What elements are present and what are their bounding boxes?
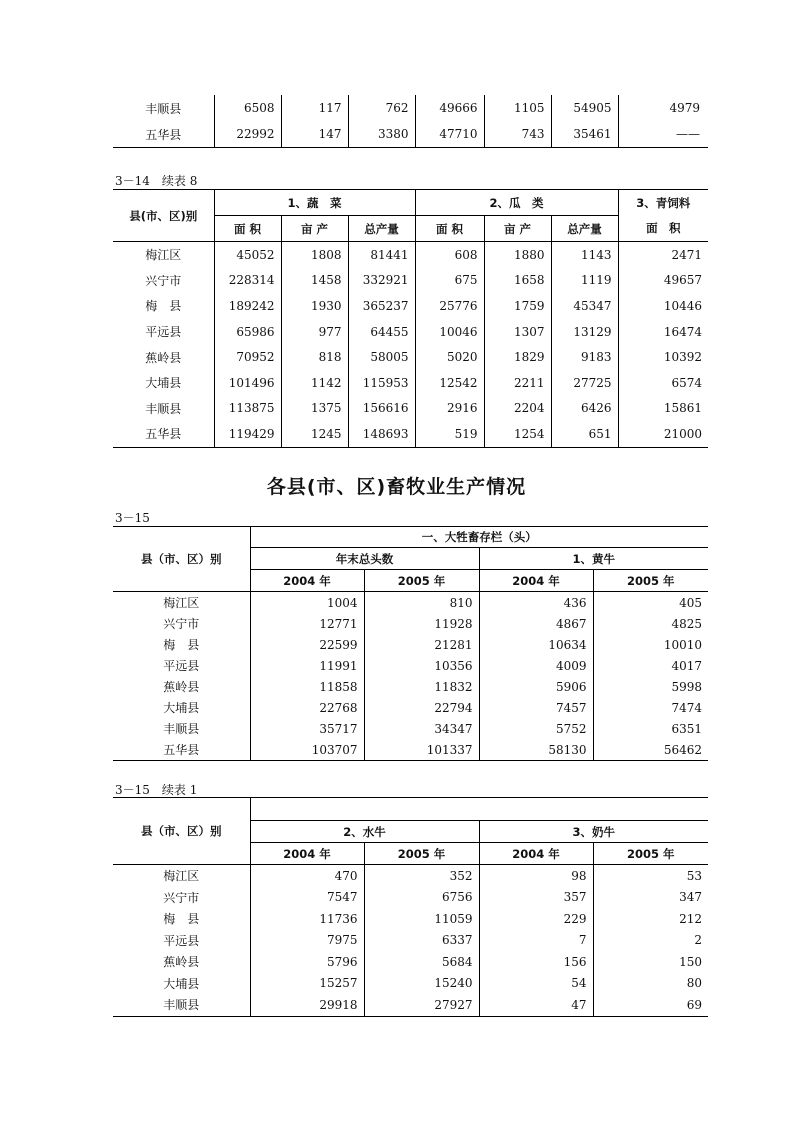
data-cell: 4017 <box>593 655 708 676</box>
row-label: 五华县 <box>113 739 250 761</box>
row-label: 蕉岭县 <box>163 955 200 970</box>
data-cell: 11858 <box>250 676 364 697</box>
data-cell: 7457 <box>479 697 593 718</box>
data-cell: 10010 <box>593 634 708 655</box>
row-label: 丰顺县 <box>145 101 182 116</box>
row-label: 梅江区 <box>145 248 182 263</box>
row-label: 梅 县 <box>163 638 200 652</box>
data-cell: 47710 <box>415 121 484 148</box>
row-label: 梅 县 <box>145 299 182 314</box>
data-cell: 45052 <box>214 242 281 268</box>
data-cell: 56462 <box>593 739 708 761</box>
table-row <box>113 718 708 739</box>
data-cell: 80 <box>593 973 708 995</box>
year-2005: 2005 年 <box>593 570 708 592</box>
subheader-total-head: 年末总头数 <box>250 548 479 570</box>
data-cell: —— <box>618 121 708 148</box>
data-cell: 81441 <box>348 242 415 268</box>
data-cell: 11059 <box>364 908 479 930</box>
group-header: 一、大牲畜存栏（头） <box>250 527 708 548</box>
data-cell: 357 <box>479 887 593 909</box>
data-cell: 69 <box>593 994 708 1016</box>
data-cell: 7474 <box>593 697 708 718</box>
data-cell: 13129 <box>551 319 618 345</box>
table-row <box>113 396 708 422</box>
data-cell: 119429 <box>214 421 281 447</box>
table-row <box>113 421 708 447</box>
data-cell: 7547 <box>250 887 364 909</box>
data-cell: 29918 <box>250 994 364 1016</box>
data-cell: 98 <box>479 865 593 887</box>
data-cell: 35717 <box>250 718 364 739</box>
data-cell: 1142 <box>281 370 348 396</box>
data-cell: 148693 <box>348 421 415 447</box>
data-cell: 5796 <box>250 951 364 973</box>
data-cell: 11991 <box>250 655 364 676</box>
row-label: 五华县 <box>113 421 214 447</box>
data-cell: 70952 <box>214 344 281 370</box>
top-table-body <box>113 95 708 148</box>
data-cell: 818 <box>281 344 348 370</box>
vegetable-table-body <box>113 242 708 448</box>
data-cell: 2204 <box>484 396 551 422</box>
row-label: 平远县 <box>163 933 200 948</box>
data-cell: 101337 <box>364 739 479 761</box>
cattle-table <box>113 797 708 1017</box>
table-row <box>113 613 708 634</box>
subheader-yellow-cattle: 1、黄牛 <box>479 548 708 570</box>
data-cell: 1930 <box>281 293 348 319</box>
data-cell: 1458 <box>281 268 348 294</box>
data-cell: 25776 <box>415 293 484 319</box>
data-cell: 27725 <box>551 370 618 396</box>
data-cell: 49657 <box>618 268 708 294</box>
data-cell: 22768 <box>250 697 364 718</box>
data-cell: 436 <box>479 592 593 614</box>
data-cell: 150 <box>593 951 708 973</box>
data-cell: 65986 <box>214 319 281 345</box>
data-cell: 22599 <box>250 634 364 655</box>
data-cell: 1004 <box>250 592 364 614</box>
data-cell: 1759 <box>484 293 551 319</box>
row-label: 五华县 <box>113 121 214 148</box>
table-row <box>113 634 708 655</box>
table-row <box>113 697 708 718</box>
data-cell: 229 <box>479 908 593 930</box>
data-cell: 2 <box>593 930 708 952</box>
data-cell: 15257 <box>250 973 364 995</box>
table-row <box>113 242 708 268</box>
data-cell: 3380 <box>348 121 415 148</box>
data-cell: 1829 <box>484 344 551 370</box>
data-cell: 2471 <box>618 242 708 268</box>
data-cell: 12542 <box>415 370 484 396</box>
data-cell: 352 <box>364 865 479 887</box>
blank-group-header <box>250 798 708 821</box>
data-cell: 53 <box>593 865 708 887</box>
data-cell: 35461 <box>551 121 618 148</box>
data-cell: 22992 <box>214 121 281 148</box>
data-cell: 10356 <box>364 655 479 676</box>
subheader-total: 总产量 <box>551 216 618 242</box>
data-cell: 675 <box>415 268 484 294</box>
table-row <box>113 951 708 973</box>
data-cell: 5906 <box>479 676 593 697</box>
data-cell: 58130 <box>479 739 593 761</box>
table-row <box>113 655 708 676</box>
data-cell: 810 <box>364 592 479 614</box>
stub-header: 县（市、区）别 <box>113 798 250 865</box>
data-cell: 117 <box>281 95 348 121</box>
data-cell: 45347 <box>551 293 618 319</box>
row-label: 平远县 <box>163 659 200 673</box>
year-2004: 2004 年 <box>250 570 364 592</box>
year-2005: 2005 年 <box>593 843 708 865</box>
table-row <box>113 344 708 370</box>
data-cell: 7 <box>479 930 593 952</box>
data-cell: 1375 <box>281 396 348 422</box>
data-cell: 762 <box>348 95 415 121</box>
data-cell: 6337 <box>364 930 479 952</box>
data-cell: 4009 <box>479 655 593 676</box>
table-row <box>113 268 708 294</box>
subheader-area: 面 积 <box>214 216 281 242</box>
data-cell: 113875 <box>214 396 281 422</box>
row-label: 兴宁市 <box>163 617 200 631</box>
subheader-total: 总产量 <box>348 216 415 242</box>
row-label: 蕉岭县 <box>163 680 200 694</box>
data-cell: 651 <box>551 421 618 447</box>
row-label: 平远县 <box>145 325 182 340</box>
row-label: 大埔县 <box>163 701 200 715</box>
data-cell: 5020 <box>415 344 484 370</box>
data-cell: 10446 <box>618 293 708 319</box>
year-2005: 2005 年 <box>364 843 479 865</box>
data-cell: 22794 <box>364 697 479 718</box>
data-cell: 49666 <box>415 95 484 121</box>
data-cell: 608 <box>415 242 484 268</box>
table-row <box>113 676 708 697</box>
row-label: 大埔县 <box>145 376 182 391</box>
data-cell: 1105 <box>484 95 551 121</box>
data-cell: 6351 <box>593 718 708 739</box>
data-cell: 54905 <box>551 95 618 121</box>
data-cell: 64455 <box>348 319 415 345</box>
data-cell: 10392 <box>618 344 708 370</box>
data-cell: 6574 <box>618 370 708 396</box>
data-cell: 405 <box>593 592 708 614</box>
data-cell: 1307 <box>484 319 551 345</box>
group-header-melons: 2、瓜 类 <box>415 190 618 216</box>
data-cell: 5752 <box>479 718 593 739</box>
data-cell: 11832 <box>364 676 479 697</box>
data-cell: 11736 <box>250 908 364 930</box>
table-row <box>113 121 708 148</box>
row-label: 丰顺县 <box>163 722 200 736</box>
data-cell: 5998 <box>593 676 708 697</box>
data-cell: 365237 <box>348 293 415 319</box>
data-cell: 470 <box>250 865 364 887</box>
data-cell: 156 <box>479 951 593 973</box>
livestock-table <box>113 526 708 761</box>
data-cell: 6426 <box>551 396 618 422</box>
data-cell: 347 <box>593 887 708 909</box>
table-row <box>113 865 708 887</box>
table-row <box>113 293 708 319</box>
stub-header: 县(市、区)别 <box>113 190 214 242</box>
data-cell: 5684 <box>364 951 479 973</box>
data-cell: 101496 <box>214 370 281 396</box>
row-label: 兴宁市 <box>145 273 182 288</box>
data-cell: 27927 <box>364 994 479 1016</box>
data-cell: 2916 <box>415 396 484 422</box>
data-cell: 16474 <box>618 319 708 345</box>
data-cell: 1143 <box>551 242 618 268</box>
data-cell: 212 <box>593 908 708 930</box>
row-label: 兴宁市 <box>163 890 200 905</box>
group-header-fodder: 3、青饲料 <box>618 190 708 216</box>
table-row <box>113 95 708 121</box>
data-cell: 1245 <box>281 421 348 447</box>
data-cell: 2211 <box>484 370 551 396</box>
subheader-area: 面 积 <box>415 216 484 242</box>
row-label: 蕉岭县 <box>145 350 182 365</box>
row-label: 丰顺县 <box>113 994 250 1016</box>
data-cell: 12771 <box>250 613 364 634</box>
table-row <box>113 994 708 1016</box>
data-cell: 15240 <box>364 973 479 995</box>
table-row <box>113 930 708 952</box>
row-label: 大埔县 <box>163 976 200 991</box>
subheader-yield: 亩 产 <box>281 216 348 242</box>
table-row <box>113 592 708 614</box>
data-cell: 11928 <box>364 613 479 634</box>
year-2004: 2004 年 <box>479 843 593 865</box>
data-cell: 103707 <box>250 739 364 761</box>
data-cell: 332921 <box>348 268 415 294</box>
data-cell: 15861 <box>618 396 708 422</box>
stub-header: 县（市、区）别 <box>113 527 250 592</box>
data-cell: 977 <box>281 319 348 345</box>
data-cell: 7975 <box>250 930 364 952</box>
table-caption: 3－15 续表 1 <box>115 783 198 797</box>
header-row <box>113 190 708 216</box>
data-cell: 1254 <box>484 421 551 447</box>
data-cell: 6756 <box>364 887 479 909</box>
row-label: 丰顺县 <box>145 401 182 416</box>
header-row <box>113 798 708 821</box>
table-row <box>113 887 708 909</box>
table-row <box>113 908 708 930</box>
data-cell: 4825 <box>593 613 708 634</box>
data-cell: 4867 <box>479 613 593 634</box>
year-2004: 2004 年 <box>479 570 593 592</box>
data-cell: 1808 <box>281 242 348 268</box>
data-cell: 9183 <box>551 344 618 370</box>
subheader-yield: 亩 产 <box>484 216 551 242</box>
table-caption: 3－15 <box>115 511 150 525</box>
data-cell: 58005 <box>348 344 415 370</box>
table-caption: 3－14 续表 8 <box>115 174 198 188</box>
livestock-table-body <box>113 592 708 761</box>
row-label: 梅 县 <box>163 912 200 927</box>
data-cell: 21000 <box>618 421 708 447</box>
top-table <box>113 95 708 148</box>
data-cell: 54 <box>479 973 593 995</box>
group-header-vegetables: 1、蔬 菜 <box>214 190 415 216</box>
table-row <box>113 739 708 761</box>
year-2005: 2005 年 <box>364 570 479 592</box>
data-cell: 10634 <box>479 634 593 655</box>
data-cell: 10046 <box>415 319 484 345</box>
row-label: 梅江区 <box>163 869 200 884</box>
data-cell: 6508 <box>214 95 281 121</box>
subheader-area: 面 积 <box>618 216 708 242</box>
data-cell: 743 <box>484 121 551 148</box>
data-cell: 189242 <box>214 293 281 319</box>
table-row <box>113 319 708 345</box>
data-cell: 47 <box>479 994 593 1016</box>
table-row <box>113 370 708 396</box>
data-cell: 147 <box>281 121 348 148</box>
data-cell: 156616 <box>348 396 415 422</box>
table-row <box>113 973 708 995</box>
header-row <box>113 527 708 548</box>
row-label: 梅江区 <box>163 596 200 610</box>
data-cell: 1880 <box>484 242 551 268</box>
data-cell: 228314 <box>214 268 281 294</box>
data-cell: 1119 <box>551 268 618 294</box>
data-cell: 115953 <box>348 370 415 396</box>
data-cell: 519 <box>415 421 484 447</box>
data-cell: 1658 <box>484 268 551 294</box>
data-cell: 21281 <box>364 634 479 655</box>
data-cell: 4979 <box>618 95 708 121</box>
data-cell: 34347 <box>364 718 479 739</box>
subheader-water-buffalo: 2、水牛 <box>250 821 479 843</box>
subheader-dairy-cow: 3、奶牛 <box>479 821 708 843</box>
vegetable-table <box>113 189 708 448</box>
cattle-table-body <box>113 865 708 1017</box>
section-title: 各县(市、区)畜牧业生产情况 <box>266 476 527 498</box>
year-2004: 2004 年 <box>250 843 364 865</box>
